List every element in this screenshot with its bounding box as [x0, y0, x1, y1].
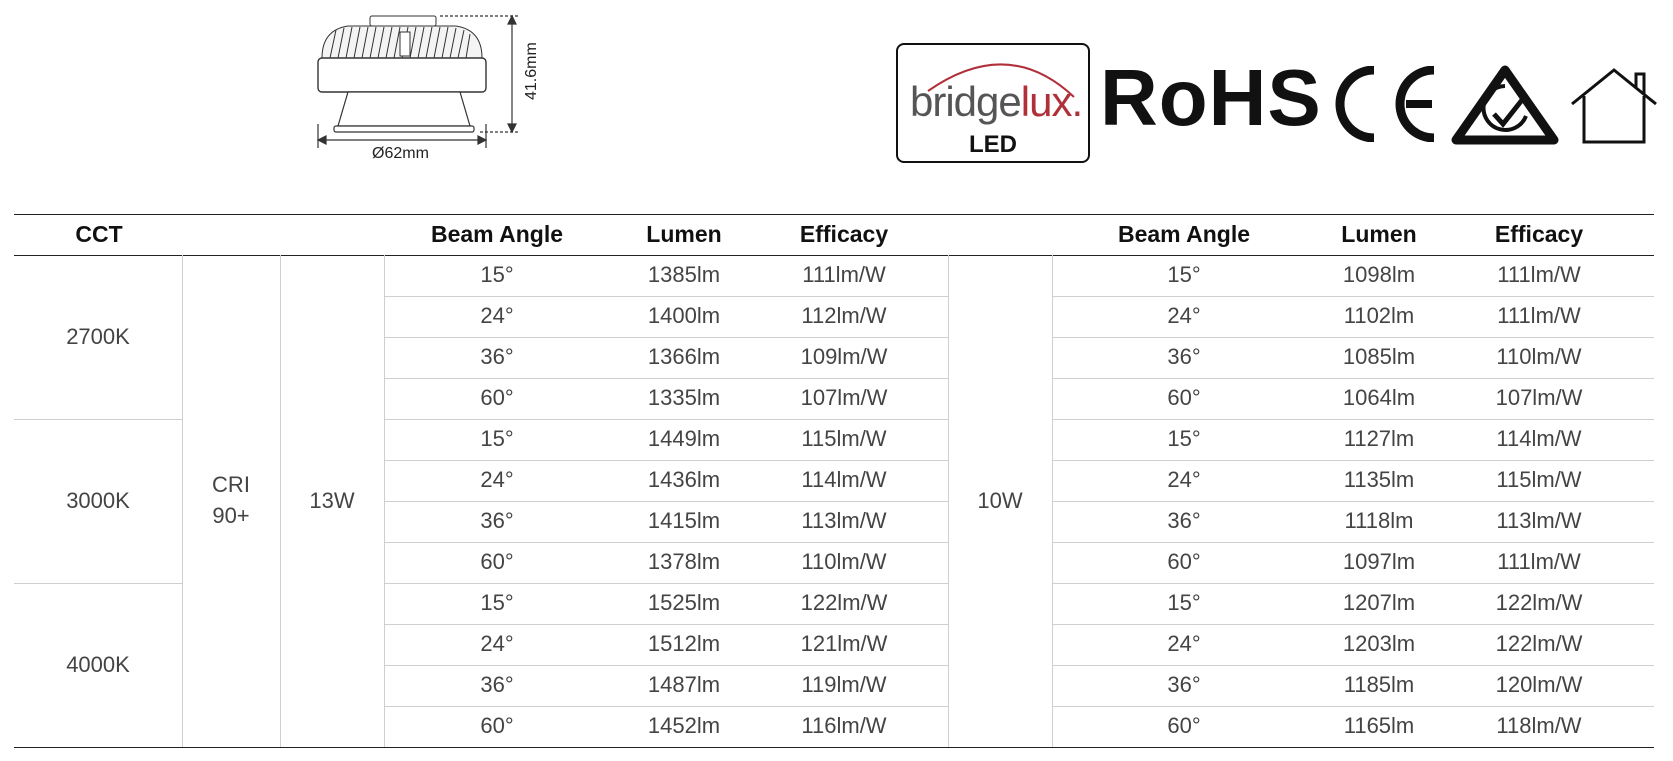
beam-angle-right-cell: 24° — [1167, 631, 1201, 656]
beam-angle-left-cell: 36° — [480, 672, 514, 697]
heatsink-fins — [322, 16, 482, 58]
efficacy-left-cell: 122lm/W — [800, 590, 888, 615]
efficacy-left-cell: 121lm/W — [800, 631, 888, 656]
bridgelux-led-logo — [896, 43, 1090, 163]
header-lumen-right: Lumen — [1341, 221, 1417, 247]
efficacy-left-cell: 116lm/W — [801, 713, 887, 738]
lumen-left-cell: 1449lm — [647, 426, 721, 451]
efficacy-right-cell: 115lm/W — [1496, 467, 1582, 492]
bridgelux-wordmark — [910, 78, 1083, 125]
lumen-right-cell: 1085lm — [1342, 344, 1416, 369]
beam-angle-left-cell: 24° — [480, 631, 514, 656]
efficacy-right-cell: 111lm/W — [1497, 303, 1581, 328]
power-cell-left: 13W — [309, 487, 355, 513]
efficacy-right-cell: 122lm/W — [1495, 590, 1583, 615]
efficacy-left-cell: 109lm/W — [800, 344, 888, 369]
cct-cell: 4000K — [66, 651, 130, 677]
lumen-right-cell: 1098lm — [1342, 262, 1416, 287]
header-efficacy-left: Efficacy — [799, 221, 889, 247]
beam-angle-right-cell: 15° — [1167, 262, 1201, 287]
beam-angle-right-cell: 15° — [1167, 590, 1201, 615]
lumen-right-cell: 1127lm — [1343, 426, 1415, 451]
efficacy-left-cell: 119lm/W — [801, 672, 887, 697]
lumen-right-cell: 1207lm — [1342, 590, 1416, 615]
efficacy-left-cell: 110lm/W — [801, 549, 887, 574]
lumen-right-cell: 1203lm — [1342, 631, 1416, 656]
lumen-right-cell: 1064lm — [1342, 385, 1416, 410]
header-beam-angle-right: Beam Angle — [1117, 221, 1251, 247]
lumen-right-cell: 1165lm — [1343, 713, 1415, 738]
ce-mark-icon — [1328, 66, 1440, 142]
header-cct: CCT — [75, 221, 123, 247]
house-icon — [1568, 66, 1660, 146]
beam-angle-left-cell: 60° — [480, 549, 514, 574]
beam-angle-right-cell: 36° — [1167, 344, 1201, 369]
beam-angle-right-cell: 60° — [1167, 713, 1201, 738]
lumen-left-cell: 1366lm — [647, 344, 721, 369]
beam-angle-right-cell: 36° — [1167, 672, 1201, 697]
beam-angle-left-cell: 15° — [480, 262, 514, 287]
lumen-right-cell: 1097lm — [1342, 549, 1416, 574]
efficacy-right-cell: 111lm/W — [1497, 262, 1581, 287]
lumen-left-cell: 1525lm — [647, 590, 721, 615]
beam-angle-left-cell: 60° — [480, 713, 514, 738]
header-efficacy-right: Efficacy — [1494, 221, 1584, 247]
efficacy-right-cell: 110lm/W — [1496, 344, 1582, 369]
lumen-left-cell: 1400lm — [647, 303, 721, 328]
bridgelux-wordmark-accent: lux. — [1020, 78, 1083, 125]
efficacy-left-cell: 115lm/W — [801, 426, 887, 451]
beam-angle-left-cell: 24° — [480, 467, 514, 492]
beam-angle-right-cell: 60° — [1167, 385, 1201, 410]
rohs-logo: RoHS — [1100, 53, 1322, 142]
beam-angle-left-cell: 24° — [480, 303, 514, 328]
efficacy-right-cell: 111lm/W — [1497, 549, 1581, 574]
efficacy-left-cell: 113lm/W — [801, 508, 887, 533]
lumen-left-cell: 1487lm — [647, 672, 721, 697]
lumen-left-cell: 1452lm — [647, 713, 721, 738]
efficacy-left-cell: 114lm/W — [801, 467, 887, 492]
beam-angle-right-cell: 15° — [1167, 426, 1201, 451]
efficacy-left-cell: 112lm/W — [801, 303, 887, 328]
diameter-label: Ø62mm — [372, 145, 429, 162]
spec-table — [14, 214, 1654, 750]
efficacy-right-cell: 107lm/W — [1495, 385, 1583, 410]
beam-angle-left-cell: 15° — [480, 426, 514, 451]
product-dimension-drawing — [0, 0, 600, 180]
lumen-right-cell: 1118lm — [1344, 508, 1414, 533]
efficacy-right-cell: 118lm/W — [1496, 713, 1582, 738]
efficacy-right-cell: 122lm/W — [1495, 631, 1583, 656]
table-bottom-rule — [14, 747, 1654, 748]
lumen-right-cell: 1135lm — [1343, 467, 1415, 492]
beam-angle-left-cell: 15° — [480, 590, 514, 615]
efficacy-left-cell: 111lm/W — [802, 262, 886, 287]
header-lumen-left: Lumen — [646, 221, 722, 247]
power-cell-right: 10W — [977, 487, 1023, 513]
efficacy-left-cell: 107lm/W — [800, 385, 888, 410]
lumen-right-cell: 1102lm — [1343, 303, 1415, 328]
rcm-mark-icon — [1450, 64, 1560, 146]
cct-cell: 3000K — [66, 487, 130, 513]
cct-cell: 2700K — [66, 323, 130, 349]
lumen-left-cell: 1335lm — [647, 385, 721, 410]
height-label: 41.6mm — [523, 42, 540, 100]
efficacy-right-cell: 120lm/W — [1495, 672, 1583, 697]
lumen-left-cell: 1512lm — [647, 631, 721, 656]
header-beam-angle-left: Beam Angle — [430, 221, 564, 247]
beam-angle-left-cell: 36° — [480, 508, 514, 533]
beam-angle-left-cell: 36° — [480, 344, 514, 369]
lumen-left-cell: 1385lm — [647, 262, 721, 287]
cri-cell: CRI 90+ — [212, 472, 250, 528]
lumen-left-cell: 1378lm — [647, 549, 721, 574]
housing-ring — [318, 58, 486, 92]
front-lip — [334, 126, 474, 132]
beam-angle-right-cell: 24° — [1167, 303, 1201, 328]
efficacy-right-cell: 114lm/W — [1496, 426, 1582, 451]
lumen-left-cell: 1436lm — [647, 467, 721, 492]
beam-angle-left-cell: 60° — [480, 385, 514, 410]
bridgelux-led-label: LED — [969, 131, 1017, 158]
bridgelux-wordmark-main: bridge — [910, 78, 1021, 125]
lumen-left-cell: 1415lm — [647, 508, 721, 533]
beam-angle-right-cell: 24° — [1167, 467, 1201, 492]
beam-angle-right-cell: 60° — [1167, 549, 1201, 574]
reflector — [338, 92, 470, 126]
beam-angle-right-cell: 36° — [1167, 508, 1201, 533]
efficacy-right-cell: 113lm/W — [1496, 508, 1582, 533]
lumen-right-cell: 1185lm — [1343, 672, 1415, 697]
